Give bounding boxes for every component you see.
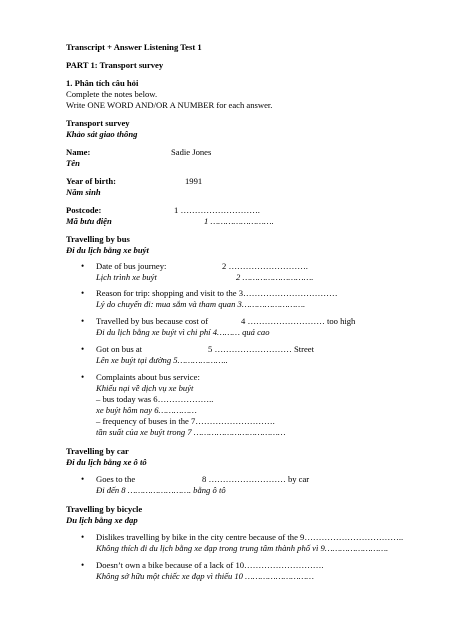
postcode-label: Postcode: [66,205,102,215]
name-value: Sadie Jones [171,147,212,157]
bicycle-dislikes-text: Dislikes travelling by bike in the city centre because of the 9…………………………….. [96,532,404,542]
bus-frequency-text-vi: tần suất của xe buýt trong 7 ……………………………… [96,427,286,437]
postcode-label-vi: Mã bưu điện [66,216,112,226]
document-title: Transcript + Answer Listening Test 1 [66,42,202,52]
intro-line-1: Complete the notes below. [66,89,158,99]
bullet-icon: • [81,261,85,271]
car-heading-vi: Đi du lịch bằng xe ô tô [66,457,147,467]
bus-heading: Travelling by bus [66,234,130,244]
year-of-birth-value: 1991 [185,176,203,186]
bicycle-no-bike-text-vi: Không sở hữu một chiếc xe đạp vì thiếu 10 ……………………… [96,571,314,581]
bus-got-on-text: Got on bus at [96,344,143,354]
bus-complaints-text: Complaints about bus service: [96,372,200,382]
bus-late-text-vi: xe buýt hôm nay 6…………… [96,405,197,415]
car-heading: Travelling by car [66,446,129,456]
bicycle-dislikes-text-vi: Không thích đi du lịch bằng xe đạp trong trung tâm thành phố vì 9……………………. [96,543,389,553]
survey-heading-vi: Khảo sát giao thông [66,129,138,139]
bicycle-heading: Travelling by bicycle [66,504,143,514]
bus-cost-text: Travelled by bus because cost of [96,316,209,326]
year-of-birth-label-vi: Năm sinh [66,187,101,197]
intro-heading: 1. Phân tích câu hỏi [66,78,139,88]
intro-line-2: Write ONE WORD AND/OR A NUMBER for each answer. [66,100,273,110]
bicycle-heading-vi: Du lịch bằng xe đạp [66,515,138,525]
name-label-vi: Tên [66,158,80,168]
part-heading: PART 1: Transport survey [66,60,164,70]
car-goes-blank: 8 ……………………… by car [202,474,310,484]
survey-heading: Transport survey [66,118,130,128]
bus-date-text: Date of bus journey: [96,261,167,271]
bus-got-on-text-vi: Lên xe buýt tại đường 5……………….. [96,355,228,365]
bus-reason-text-vi: Lý do chuyến đi: mua sắm và tham quan 3……………………. [96,299,306,309]
bus-heading-vi: Đi du lịch bằng xe buýt [66,245,149,255]
bus-cost-blank: 4 ……………………… too high [241,316,356,326]
year-of-birth-label: Year of birth: [66,176,116,186]
bus-date-text-vi: Lịch trình xe buýt [96,272,157,282]
bus-date-blank-vi: 2 ………………………. [236,272,314,282]
postcode-blank: 1 ………………………. [174,205,260,215]
car-goes-text: Goes to the [96,474,136,484]
bullet-icon: • [81,344,85,354]
bicycle-no-bike-text: Doesn’t own a bike because of a lack of 10………………………. [96,560,324,570]
bullet-icon: • [81,288,85,298]
bullet-icon: • [81,532,85,542]
car-goes-text-vi: Đi đến 8 ……………………. bằng ô tô [96,485,226,495]
bullet-icon: • [81,316,85,326]
bus-reason-text: Reason for trip: shopping and visit to the 3…………………………… [96,288,338,298]
bus-cost-text-vi: Đi du lịch bằng xe buýt vì chi phí 4……… quá cao [96,327,270,337]
name-label: Name: [66,147,91,157]
bus-date-blank: 2 ………………………. [222,261,308,271]
bullet-icon: • [81,372,85,382]
bus-late-text: – bus today was 6……………….. [96,394,214,404]
bus-got-on-blank: 5 ……………………… Street [208,344,314,354]
bullet-icon: • [81,560,85,570]
postcode-blank-vi: 1 ……………………. [204,216,274,226]
bus-frequency-text: – frequency of buses in the 7………………………. [96,416,275,426]
bullet-icon: • [81,474,85,484]
bus-complaints-text-vi: Khiếu nại về dịch vụ xe buýt [96,383,194,393]
